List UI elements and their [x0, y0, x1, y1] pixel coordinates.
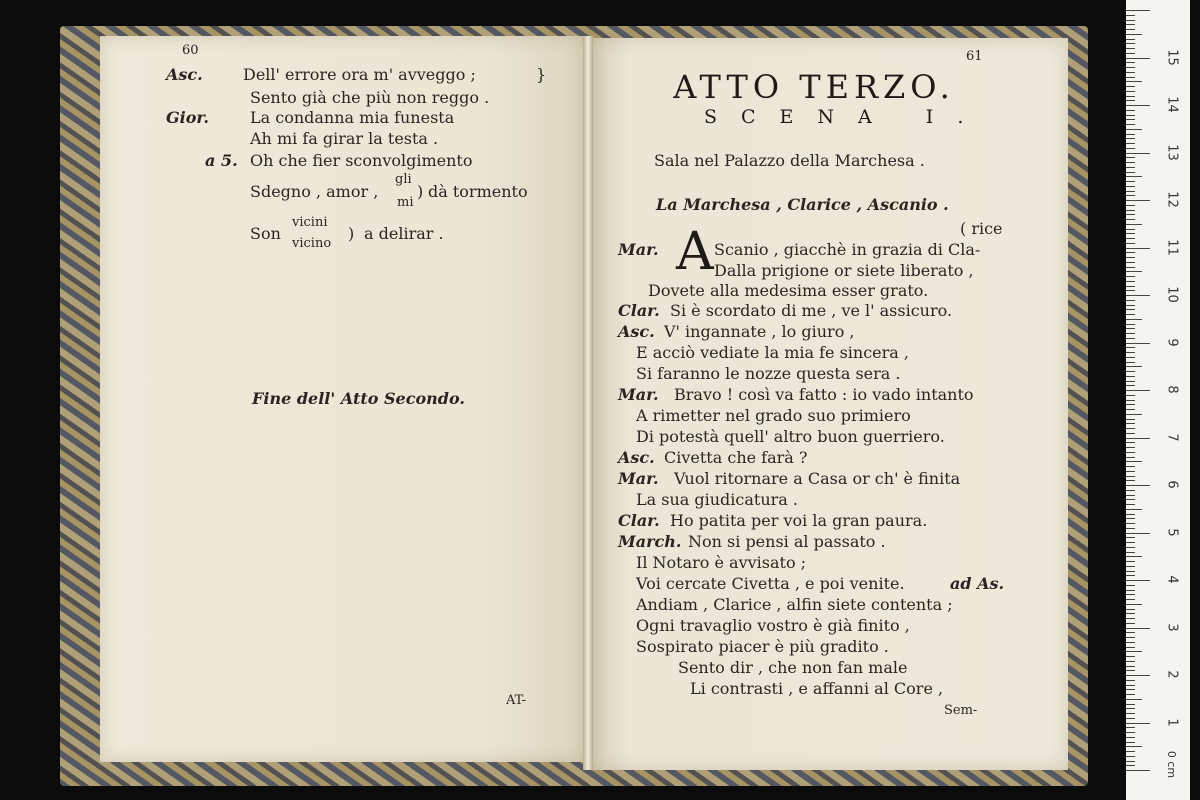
ruler-tick — [1126, 357, 1135, 358]
ruler-tick — [1126, 604, 1142, 605]
ruler-tick — [1126, 514, 1135, 515]
ruler-tick — [1126, 623, 1135, 624]
ruler-tick — [1126, 618, 1135, 619]
ruler-tick — [1126, 746, 1142, 747]
ruler-tick — [1126, 675, 1150, 676]
ruler-tick — [1126, 248, 1150, 249]
ruler-number: 6 — [1164, 480, 1180, 489]
speaker-label: Mar. — [618, 240, 659, 259]
speaker-label: Gior. — [166, 108, 209, 127]
ruler-tick — [1126, 523, 1135, 524]
ruler-tick — [1126, 642, 1135, 643]
ruler-tick — [1126, 414, 1142, 415]
ruler-tick — [1126, 143, 1135, 144]
ruler-number: 15 — [1164, 48, 1180, 66]
ruler-tick — [1126, 661, 1135, 662]
ruler-tick — [1126, 110, 1135, 111]
verse-variant: vicini — [292, 215, 328, 230]
ruler-tick — [1126, 267, 1135, 268]
ruler-tick — [1126, 309, 1135, 310]
verse-line: V' ingannate , lo giuro , — [664, 322, 855, 341]
bracket-mark: } — [536, 65, 547, 84]
ruler-tick — [1126, 651, 1142, 652]
ruler-tick — [1126, 39, 1135, 40]
ruler-tick — [1126, 761, 1135, 762]
ruler-tick — [1126, 271, 1142, 272]
ruler-tick — [1126, 666, 1135, 667]
ruler-tick — [1126, 81, 1142, 82]
ruler-tick — [1126, 10, 1150, 11]
ruler-tick — [1126, 580, 1150, 581]
ruler-tick — [1126, 561, 1135, 562]
ruler-tick — [1126, 53, 1135, 54]
ruler-tick — [1126, 91, 1135, 92]
act-end-line: Fine dell' Atto Secondo. — [252, 389, 465, 408]
verse-line: Andiam , Clarice , alfin siete contenta ; — [636, 595, 953, 614]
ruler-tick — [1126, 314, 1135, 315]
verse-line: Scanio , giacchè in grazia di Cla- — [714, 240, 981, 259]
bracket-mark: ) — [417, 182, 424, 201]
ruler-number: 3 — [1164, 622, 1180, 632]
ruler-tick — [1126, 594, 1135, 595]
ruler-tick — [1126, 362, 1135, 363]
book-gutter — [583, 36, 593, 770]
ruler-tick — [1126, 305, 1135, 306]
ruler-number: 7 — [1164, 432, 1180, 442]
ruler-tick — [1126, 504, 1135, 505]
ruler-tick — [1126, 214, 1135, 215]
verse-line: Sospirato piacer è più gradito . — [636, 637, 889, 656]
verse-line: Non si pensi al passato . — [688, 532, 886, 551]
verse-line: Sento già che più non reggo . — [250, 88, 490, 107]
ruler-tick — [1126, 452, 1135, 453]
ruler-number: 13 — [1164, 143, 1180, 161]
verse-line: a delirar . — [364, 224, 444, 243]
verse-line: Li contrasti , e affanni al Core , — [690, 679, 944, 698]
verse-line: La condanna mia funesta — [250, 108, 455, 127]
ruler-tick — [1126, 138, 1135, 139]
speaker-label: Asc. — [166, 65, 203, 84]
ruler-tick — [1126, 58, 1150, 59]
ruler-tick — [1126, 699, 1142, 700]
ruler-tick — [1126, 704, 1135, 705]
ruler-tick — [1126, 404, 1135, 405]
ruler-tick — [1126, 96, 1135, 97]
speaker-label: Mar. — [618, 469, 659, 488]
ruler-tick — [1126, 119, 1135, 120]
ruler-tick — [1126, 613, 1135, 614]
ruler-tick — [1126, 176, 1142, 177]
ruler-tick — [1126, 585, 1135, 586]
ruler-tick — [1126, 442, 1135, 443]
ruler-tick — [1126, 34, 1142, 35]
ruler-tick — [1126, 29, 1135, 30]
ruler-tick — [1126, 689, 1135, 690]
ruler-tick — [1126, 328, 1135, 329]
ruler-tick — [1126, 599, 1135, 600]
ruler-tick — [1126, 148, 1135, 149]
ruler-tick — [1126, 727, 1135, 728]
ruler-tick — [1126, 376, 1135, 377]
ruler-tick — [1126, 338, 1135, 339]
ruler-tick — [1126, 457, 1135, 458]
catchword: Sem- — [944, 703, 978, 718]
ruler-tick — [1126, 124, 1135, 125]
ruler-tick — [1126, 400, 1135, 401]
ruler-tick — [1126, 43, 1135, 44]
ruler-tick — [1126, 480, 1135, 481]
verse-line: Voi cercate Civetta , e poi venite. — [636, 574, 905, 593]
ruler-tick — [1126, 157, 1135, 158]
verse-line: Il Notaro è avvisato ; — [636, 553, 807, 572]
character-list: La Marchesa , Clarice , Ascanio . — [656, 195, 949, 214]
ruler-tick — [1126, 447, 1135, 448]
ruler-tick — [1126, 257, 1135, 258]
ruler-tick — [1126, 48, 1135, 49]
speaker-label: March. — [618, 532, 682, 551]
measurement-ruler — [1126, 0, 1190, 800]
drop-cap: A — [676, 222, 714, 282]
verse-line: Si è scordato di me , ve l' assicuro. — [670, 301, 953, 320]
verse-line: Dovete alla medesima esser grato. — [648, 281, 929, 300]
ruler-tick — [1126, 262, 1135, 263]
ruler-tick — [1126, 742, 1135, 743]
speaker-label: Asc. — [618, 322, 655, 341]
left-page-number: 60 — [182, 43, 199, 58]
ruler-tick — [1126, 438, 1150, 439]
ruler-tick — [1126, 153, 1150, 154]
ruler-tick — [1126, 737, 1135, 738]
speaker-label: a 5. — [205, 151, 238, 170]
speaker-label: Clar. — [618, 511, 660, 530]
ruler-tick — [1126, 286, 1135, 287]
ruler-number: 12 — [1164, 191, 1180, 208]
verse-line: dà tormento — [428, 182, 528, 201]
ruler-tick — [1126, 186, 1135, 187]
ruler-tick — [1126, 191, 1135, 192]
ruler-tick — [1126, 566, 1135, 567]
ruler-tick — [1126, 224, 1142, 225]
catchword: AT- — [506, 693, 527, 708]
ruler-tick — [1126, 547, 1135, 548]
ruler-tick — [1126, 20, 1135, 21]
ruler-tick — [1126, 428, 1135, 429]
ruler-tick — [1126, 100, 1135, 101]
ruler-tick — [1126, 252, 1135, 253]
ruler-tick — [1126, 499, 1135, 500]
ruler-tick — [1126, 115, 1135, 116]
verse-variant: vicino — [292, 236, 332, 251]
ruler-tick — [1126, 628, 1150, 629]
ruler-tick — [1126, 552, 1135, 553]
scene-setting: Sala nel Palazzo della Marchesa . — [654, 151, 925, 170]
ruler-tick — [1126, 637, 1135, 638]
ruler-tick — [1126, 423, 1135, 424]
ruler-tick — [1126, 461, 1142, 462]
ruler-tick — [1126, 685, 1135, 686]
ruler-tick — [1126, 509, 1142, 510]
ruler-tick — [1126, 533, 1150, 534]
ruler-tick — [1126, 243, 1135, 244]
ruler-tick — [1126, 352, 1135, 353]
ruler-tick — [1126, 694, 1135, 695]
ruler-tick — [1126, 219, 1135, 220]
ruler-tick — [1126, 371, 1135, 372]
verse-overflow: ( rice — [960, 219, 1003, 238]
verse-variant: mi — [397, 195, 414, 210]
verse-line: Di potestà quell' altro buon guerriero. — [636, 427, 945, 446]
ruler-tick — [1126, 756, 1135, 757]
ruler-tick — [1126, 24, 1135, 25]
ruler-tick — [1126, 276, 1135, 277]
ruler-tick — [1126, 556, 1142, 557]
verse-line: Dalla prigione or siete liberato , — [714, 261, 974, 280]
ruler-tick — [1126, 210, 1135, 211]
verse-line: Civetta che farà ? — [664, 448, 808, 467]
ruler-tick — [1126, 238, 1135, 239]
ruler-tick — [1126, 200, 1150, 201]
verse-line: Vuol ritornare a Casa or ch' è finita — [674, 469, 961, 488]
right-page-number: 61 — [966, 49, 983, 64]
verse-line: Ho patita per voi la gran paura. — [670, 511, 928, 530]
ruler-tick — [1126, 656, 1135, 657]
ruler-tick — [1126, 390, 1150, 391]
verse-line: Oh che fier sconvolgimento — [250, 151, 473, 170]
ruler-tick — [1126, 680, 1135, 681]
ruler-tick — [1126, 281, 1135, 282]
verse-line: A rimetter nel grado suo primiero — [636, 406, 911, 425]
ruler-tick — [1126, 67, 1135, 68]
ruler-tick — [1126, 181, 1135, 182]
ruler-tick — [1126, 347, 1135, 348]
verse-line: Si faranno le nozze questa sera . — [636, 364, 901, 383]
ruler-tick — [1126, 195, 1135, 196]
scene-heading: SCENA I. — [704, 106, 988, 128]
ruler-tick — [1126, 15, 1135, 16]
verse-line: Son — [250, 224, 281, 243]
ruler-tick — [1126, 476, 1135, 477]
ruler-tick — [1126, 765, 1135, 766]
verse-line: Ogni travaglio vostro è già finito , — [636, 616, 910, 635]
ruler-tick — [1126, 632, 1135, 633]
ruler-tick — [1126, 162, 1135, 163]
ruler-tick — [1126, 528, 1135, 529]
ruler-tick — [1126, 381, 1135, 382]
verse-line: Bravo ! così va fatto : io vado intanto — [674, 385, 974, 404]
ruler-number: 2 — [1164, 670, 1180, 679]
ruler-tick — [1126, 343, 1150, 344]
stage-direction: ad As. — [950, 574, 1005, 593]
ruler-tick — [1126, 167, 1135, 168]
ruler-unit-label: 0 cm — [1165, 750, 1179, 779]
ruler-tick — [1126, 471, 1135, 472]
ruler-tick — [1126, 205, 1135, 206]
verse-line: La sua giudicatura . — [636, 490, 799, 509]
ruler-tick — [1126, 466, 1135, 467]
ruler-number: 8 — [1164, 385, 1180, 394]
ruler-number: 5 — [1164, 527, 1180, 537]
ruler-tick — [1126, 495, 1135, 496]
verse-line: Sdegno , amor , — [250, 182, 379, 201]
ruler-tick — [1126, 300, 1135, 301]
ruler-tick — [1126, 385, 1135, 386]
ruler-tick — [1126, 333, 1135, 334]
ruler-tick — [1126, 708, 1135, 709]
ruler-tick — [1126, 723, 1150, 724]
ruler-tick — [1126, 571, 1135, 572]
ruler-tick — [1126, 718, 1135, 719]
ruler-tick — [1126, 86, 1135, 87]
ruler-tick — [1126, 290, 1135, 291]
ruler-number: 4 — [1164, 575, 1180, 584]
ruler-tick — [1126, 324, 1135, 325]
ruler-tick — [1126, 295, 1150, 296]
ruler-tick — [1126, 319, 1142, 320]
ruler-tick — [1126, 419, 1135, 420]
ruler-tick — [1126, 134, 1135, 135]
ruler-tick — [1126, 485, 1150, 486]
verse-line: Ah mi fa girar la testa . — [250, 129, 439, 148]
ruler-tick — [1126, 62, 1135, 63]
ruler-tick — [1126, 72, 1135, 73]
bracket-mark: ) — [348, 224, 355, 243]
ruler-tick — [1126, 233, 1135, 234]
verse-variant: gli — [395, 172, 412, 187]
ruler-number: 14 — [1164, 96, 1180, 113]
ruler-tick — [1126, 732, 1135, 733]
ruler-tick — [1126, 229, 1135, 230]
ruler-tick — [1126, 366, 1142, 367]
act-title: ATTO TERZO. — [673, 68, 955, 106]
verse-line: Sento dir , che non fan male — [678, 658, 908, 677]
speaker-label: Asc. — [618, 448, 655, 467]
ruler-tick — [1126, 590, 1135, 591]
ruler-number: 10 — [1164, 286, 1180, 303]
speaker-label: Clar. — [618, 301, 660, 320]
ruler-tick — [1126, 713, 1135, 714]
ruler-tick — [1126, 537, 1135, 538]
ruler-number: 11 — [1164, 238, 1180, 256]
ruler-number: 1 — [1164, 717, 1180, 727]
ruler-tick — [1126, 172, 1135, 173]
ruler-tick — [1126, 670, 1135, 671]
ruler-tick — [1126, 770, 1150, 771]
speaker-label: Mar. — [618, 385, 659, 404]
ruler-tick — [1126, 105, 1150, 106]
ruler-tick — [1126, 490, 1135, 491]
ruler-tick — [1126, 518, 1135, 519]
ruler-tick — [1126, 647, 1135, 648]
ruler-tick — [1126, 129, 1142, 130]
ruler-tick — [1126, 77, 1135, 78]
ruler-tick — [1126, 609, 1135, 610]
ruler-tick — [1126, 575, 1135, 576]
ruler-tick — [1126, 433, 1135, 434]
verse-line: Dell' errore ora m' avveggo ; — [243, 65, 476, 84]
ruler-tick — [1126, 751, 1135, 752]
ruler-number: 9 — [1164, 337, 1180, 347]
verse-line: E acciò vediate la mia fe sincera , — [636, 343, 910, 362]
ruler-tick — [1126, 395, 1135, 396]
ruler-tick — [1126, 542, 1135, 543]
ruler-tick — [1126, 409, 1135, 410]
